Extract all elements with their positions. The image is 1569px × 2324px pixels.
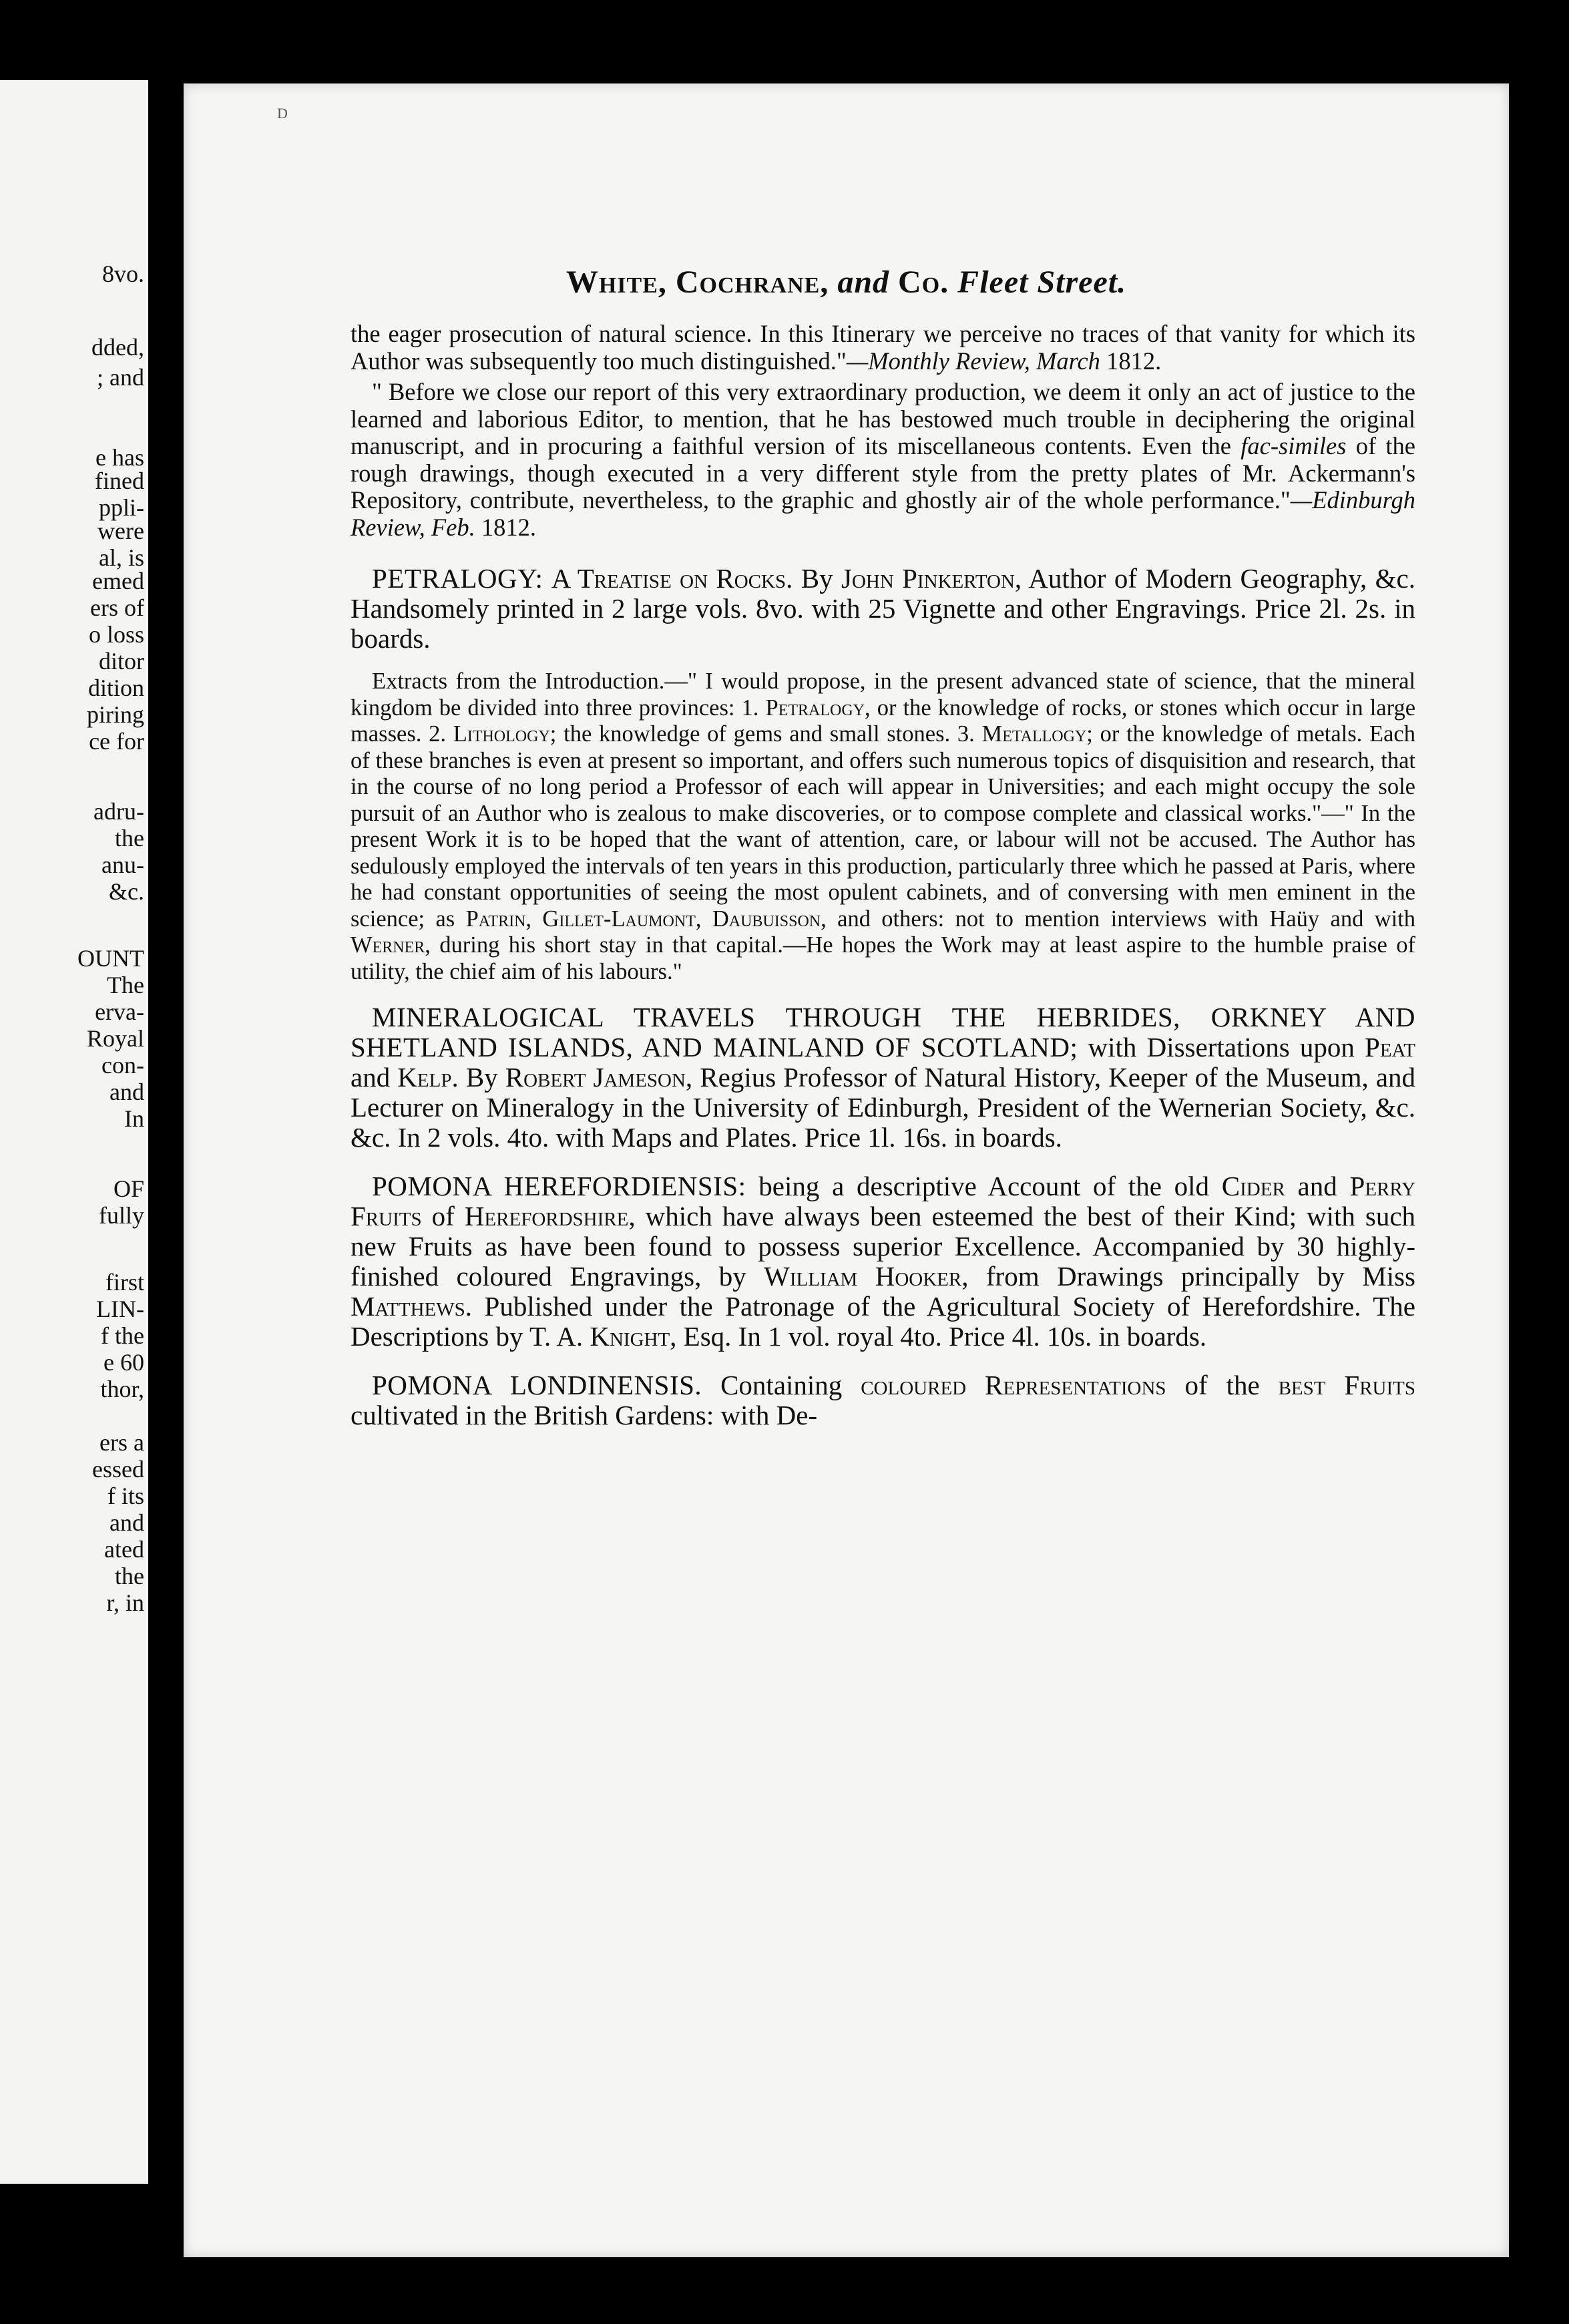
left-page-line: ; and [97, 364, 144, 391]
left-page-line: fully [99, 1202, 144, 1229]
review-paragraph-1 [351, 321, 1415, 375]
entry-details: Author of Modern Geography, &c. Handsomely printed in 2 large vols. 8vo. with 25 Vignette and other Engravings. Price 2l. 2s. in boards. [351, 563, 1415, 654]
page [184, 83, 1509, 2257]
left-page-line: the [115, 825, 144, 851]
left-page-line: LIN- [96, 1296, 144, 1322]
extract-term: Petralogy, [765, 695, 871, 721]
left-page-line: and [109, 1079, 144, 1105]
entry-term: Peat [1365, 1032, 1415, 1062]
entry-text: and [351, 1062, 391, 1093]
extract-names: Patrin, Gillet-Laumont, Daubuisson, [465, 906, 827, 932]
entry-term: Cider [1221, 1171, 1285, 1201]
entry-text: and [1297, 1171, 1337, 1201]
extract-text: Extracts from the Introduction.—" I would propose, in the present advanced state of science, that the mineral kingdom be divided into three provinces: 1. [351, 668, 1415, 721]
review-italic: fac-similes [1241, 432, 1347, 459]
entry-pomona-londinensis [351, 1370, 1415, 1430]
entry-details: Esq. In 1 vol. royal 4to. Price 4l. 10s. in boards. [683, 1321, 1207, 1352]
entry-text: Containing [720, 1370, 843, 1400]
entry-by: By [793, 563, 841, 594]
left-page-line: piring [87, 701, 144, 728]
entry-title: MINERALOGICAL TRAVELS THROUGH THE HEBRIDES, ORKNEY AND SHETLAND ISLANDS, AND MAINLAND OF SCOTLAND; [351, 1002, 1415, 1062]
left-page-line: r, in [106, 1589, 144, 1616]
left-page-line: f its [107, 1483, 144, 1509]
extract-term: Metallogy; [981, 721, 1093, 747]
left-page-line: con- [101, 1052, 144, 1079]
left-page-line: &c. [109, 878, 144, 905]
entry-title: PETRALOGY: [372, 563, 543, 594]
review-text: " Before we close our report of this very extraordinary production, we deem it only an act of justice to the learned and laborious Editor, to mention, that he has bestowed much trouble in deciphering the original manuscript, and in procuring a faithful version of its miscellaneous contents. Even the [351, 378, 1415, 459]
review-year: 1812. [475, 513, 537, 541]
left-page-line: dition [87, 674, 144, 701]
entry-subtitle: A Treatise on Rocks. [551, 563, 793, 594]
entry-term: Matthews. [351, 1291, 473, 1322]
entry-term: best Fruits [1278, 1370, 1416, 1400]
review-year: 1812. [1100, 347, 1162, 375]
entry-title: POMONA LONDINENSIS. [372, 1370, 702, 1400]
left-page-line: thor, [100, 1376, 144, 1402]
left-page-line: OUNT [77, 945, 144, 972]
left-page-line: emed [92, 568, 144, 594]
extract-text: the knowledge of gems and small stones. 3. [564, 721, 975, 747]
entry-text: with Dissertations upon [1088, 1032, 1355, 1062]
entry-text: from Drawings principally by Miss [985, 1261, 1415, 1292]
left-page-line: and [109, 1509, 144, 1536]
entry-mineralogical-travels [351, 1002, 1415, 1153]
left-page-line: essed [92, 1456, 144, 1483]
left-page-line: erva- [95, 998, 144, 1025]
left-page-line: ce for [89, 728, 144, 755]
left-page-line: dded, [91, 334, 144, 361]
entry-by: By [465, 1062, 498, 1093]
entry-text: being a descriptive Account of the old [758, 1171, 1210, 1201]
left-page-line: ppli- [99, 494, 144, 521]
extract-text: during his short stay in that capital.—He hopes the Work may at least aspire to the humble praise of utility, the chief aim of his labours." [351, 932, 1415, 984]
running-head [184, 264, 1509, 301]
entry-details: Regius Professor of Natural History, Keeper of the Museum, and Lecturer on Mineralogy in the University of Edinburgh, President of the Wernerian Society, &c. &c. In 2 vols. 4to. with Maps and Plates. Price 1l. 16s. in boards. [351, 1062, 1416, 1153]
entry-text: which have always been esteemed the best of their Kind; with such new Fruits as have been found to possess superior Excellence. Accompanied by 30 highly-finished coloured Engravings, by [351, 1201, 1416, 1292]
entry-author: John Pinkerton, [841, 563, 1022, 594]
extract-text: or the knowledge of rocks, or stones which occur in large masses. 2. [351, 695, 1416, 747]
spacer [351, 1153, 1415, 1171]
left-page-fragment [0, 80, 148, 2184]
left-page-line: adru- [93, 798, 144, 825]
review-citation: —Edinburgh Review, Feb. [351, 486, 1415, 541]
review-paragraph-2 [351, 379, 1415, 541]
entry-term: coloured Representations [861, 1370, 1166, 1400]
left-page-line: The [107, 972, 144, 998]
left-page-line: fined [95, 467, 144, 494]
left-page-line: first [105, 1269, 144, 1296]
entry-pomona-herefordiensis [351, 1171, 1415, 1352]
petralogy-extract [351, 668, 1415, 985]
left-page-line: o loss [88, 621, 144, 648]
body-text [351, 321, 1415, 1430]
publisher-and: and [837, 264, 890, 300]
entry-title: POMONA HEREFORDIENSIS: [372, 1171, 746, 1201]
extract-text: and others: not to mention interviews with Haüy and with [837, 906, 1416, 932]
extract-text: or the knowledge of metals. Each of these branches is even at present so important, and offers such numerous topics of disquisition and research, that in the course of no long period a Professor of each will appear in Universities; and each might occupy the sole pursuit of an Author who is zealous to make discoveries, or to compose complete and classical works."—" In the present Work it is to be hoped that the want of attention, care, or labour will not be accused. The Author has sedulously employed the intervals of ten years in this production, particularly three which he passed at Paris, where he had constant opportunities of seeing the most opulent cabinets, and of conversing with men eminent in the science; as [351, 721, 1415, 932]
publisher-street: Fleet Street. [957, 264, 1127, 300]
entry-term: Perry Fruits [351, 1171, 1416, 1231]
extract-term: Lithology; [453, 721, 557, 747]
spacer [351, 1352, 1415, 1370]
entry-author: Robert Jameson, [505, 1062, 693, 1093]
entry-term: Herefordshire, [464, 1201, 636, 1231]
extract-names: Werner, [351, 932, 431, 958]
left-page-line: OF [113, 1175, 144, 1202]
left-page-line: e 60 [103, 1349, 144, 1376]
entry-text: Published under the Patronage of the Agricultural Society of Herefordshire. The Descriptions by T. A. [351, 1291, 1415, 1352]
entry-term: Knight, [590, 1321, 677, 1352]
entry-text: cultivated in the British Gardens: with De- [351, 1400, 818, 1430]
entry-author: William Hooker, [764, 1261, 969, 1292]
entry-text: of [431, 1201, 455, 1231]
entry-term: Kelp. [397, 1062, 459, 1093]
review-text: the eager prosecution of natural science. In this Itinerary we perceive no traces of that vanity for which its Author was subsequently too much distinguished." [351, 320, 1415, 375]
left-page-line: the [115, 1563, 144, 1589]
entry-petralogy [351, 564, 1415, 654]
left-page-line: anu- [101, 851, 144, 878]
entry-text: of the [1184, 1370, 1260, 1400]
left-page-line: f the [101, 1322, 144, 1349]
left-page-line: were [97, 518, 144, 544]
left-page-line: ditor [99, 648, 144, 674]
left-page-line: ated [104, 1536, 144, 1563]
left-page-line: Royal [87, 1025, 144, 1052]
left-page-line: In [124, 1105, 144, 1132]
spacer [351, 541, 1415, 564]
review-citation: —Monthly Review, March [846, 347, 1100, 375]
review-text: of the rough drawings, though executed in a very different style from the pretty plates of Mr. Ackermann's Repository, contribute, nevertheless, to the graphic and ghostly air of the whole performance." [351, 432, 1415, 514]
left-page-line: 8vo. [102, 260, 144, 287]
left-page-line: ers a [99, 1429, 144, 1456]
corner-mark: D [277, 105, 288, 122]
left-page-line: e has [95, 444, 144, 471]
left-page-line: ers of [90, 594, 144, 621]
left-page-line: al, is [99, 544, 144, 571]
publisher-co: Co. [898, 264, 949, 300]
publisher-names: White, Cochrane, [566, 264, 829, 300]
spacer [351, 985, 1415, 1002]
